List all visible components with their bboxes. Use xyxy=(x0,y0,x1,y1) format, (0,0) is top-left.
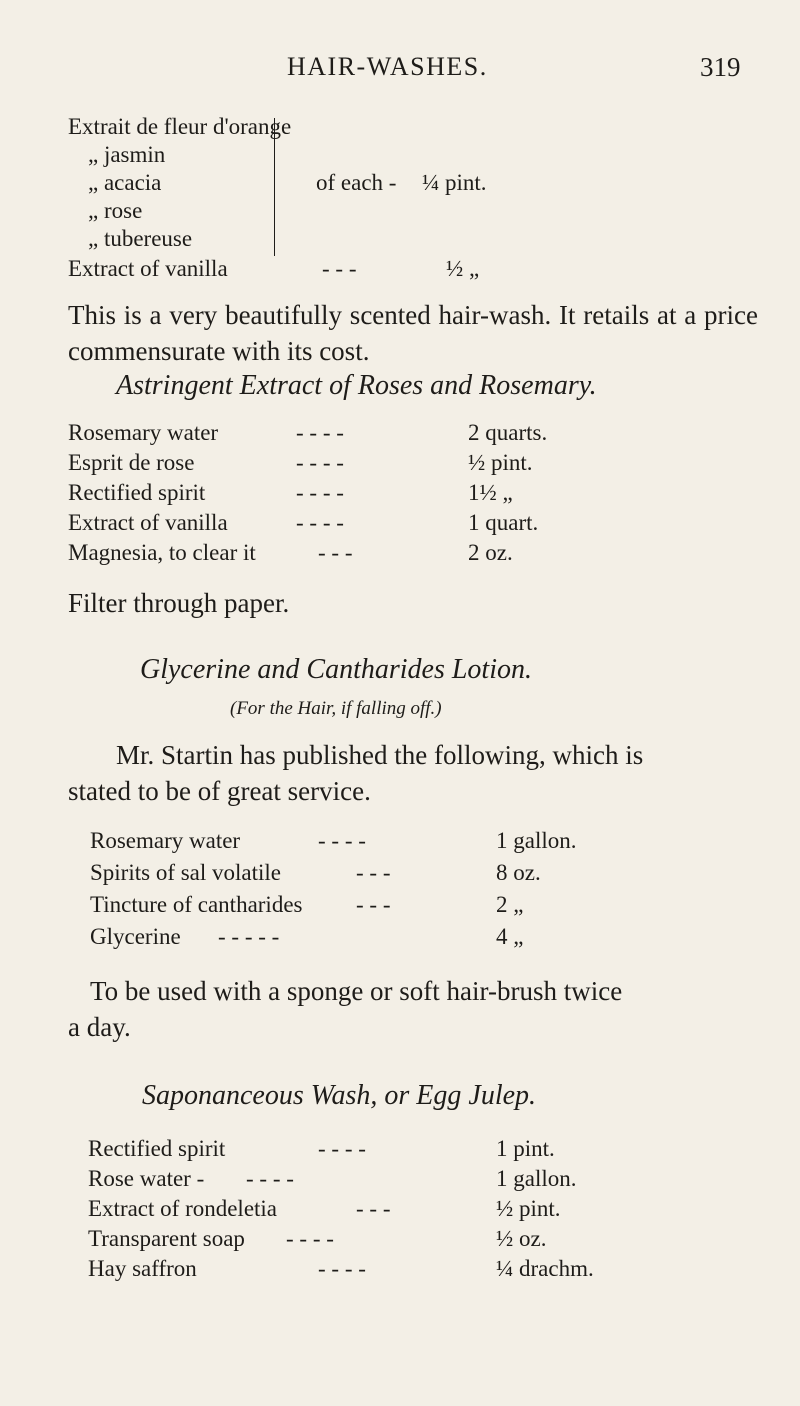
leader-dots: - - - xyxy=(318,540,353,565)
ingredient-name: Extract of vanilla xyxy=(68,256,228,281)
ingredient-name: Rectified spirit xyxy=(68,480,206,505)
ingredient-quantity: 2 „ xyxy=(496,892,524,917)
ingredient-name: Extract of vanilla xyxy=(68,510,228,535)
ingredient-name: „ rose xyxy=(88,198,143,223)
ingredient-quantity: ¼ drachm. xyxy=(496,1256,594,1281)
ingredient-quantity: 2 quarts. xyxy=(468,420,548,445)
ingredient-quantity: ½ pint. xyxy=(468,450,533,475)
recipe-note: This is a very beautifully scented hair-wash. It retails at a price commensurate with its cost. xyxy=(68,300,758,366)
leader-dots: - - - - xyxy=(296,450,344,475)
leader-dots: - - - - xyxy=(296,420,344,445)
ingredient-name: Rose water - xyxy=(88,1166,205,1191)
recipe-title: Astringent Extract of Roses and Rosemary. xyxy=(116,370,597,401)
ingredient-quantity: 1 gallon. xyxy=(496,828,577,853)
ingredient-name: Tincture of cantharides xyxy=(90,892,303,917)
ingredient-name: Magnesia, to clear it xyxy=(68,540,256,565)
group-note: of each - xyxy=(316,170,397,195)
ingredient-quantity: ½ pint. xyxy=(496,1196,561,1221)
ingredient-name: Rectified spirit xyxy=(88,1136,226,1161)
leader-dots: - - - xyxy=(322,256,357,281)
recipe-title: Saponanceous Wash, or Egg Julep. xyxy=(142,1080,537,1111)
ingredient-name: Rosemary water xyxy=(90,828,241,853)
ingredient-name: Glycerine xyxy=(90,924,181,949)
ingredient-name: Spirits of sal volatile xyxy=(90,860,282,885)
ingredient-quantity: 2 oz. xyxy=(468,540,513,565)
leader-dots: - - - xyxy=(356,860,391,885)
page-number: 319 xyxy=(700,52,741,82)
leader-dots: - - - - xyxy=(318,1256,366,1281)
ingredient-quantity: 8 oz. xyxy=(496,860,541,885)
ingredient-quantity: ½ oz. xyxy=(496,1226,547,1251)
ingredient-name: Transparent soap xyxy=(88,1226,245,1251)
ingredient-quantity: 1 quart. xyxy=(468,510,539,535)
leader-dots: - - - xyxy=(356,1196,391,1221)
running-head xyxy=(0,52,800,92)
ingredient-quantity: 4 „ xyxy=(496,924,524,949)
ingredient-name: Extrait de fleur d'orange xyxy=(68,114,292,139)
leader-dots: - - - - xyxy=(318,828,366,853)
ingredient-name: Hay saffron xyxy=(88,1256,197,1281)
leader-dots: - - - - - xyxy=(218,924,280,949)
recipe-note-line: a day. xyxy=(68,1012,131,1042)
ingredient-quantity: 1 pint. xyxy=(496,1136,555,1161)
recipe-note: Filter through paper. xyxy=(68,588,290,618)
ingredient-name: „ jasmin xyxy=(88,142,166,167)
grouping-brace xyxy=(272,118,275,256)
leader-dots: - - - - xyxy=(286,1226,334,1251)
recipe-intro-line: stated to be of great service. xyxy=(68,776,371,806)
leader-dots: - - - xyxy=(356,892,391,917)
ingredient-quantity: ½ „ xyxy=(446,256,480,281)
leader-dots: - - - - xyxy=(296,510,344,535)
ingredient-name: „ tubereuse xyxy=(88,226,193,251)
ingredient-name: Rosemary water xyxy=(68,420,219,445)
recipe-title: Glycerine and Cantharides Lotion. xyxy=(140,654,532,685)
ingredient-quantity: 1 gallon. xyxy=(496,1166,577,1191)
leader-dots: - - - - xyxy=(296,480,344,505)
ingredient-name: „ acacia xyxy=(88,170,162,195)
group-quantity: ¼ pint. xyxy=(422,170,487,195)
ingredient-name: Extract of rondeletia xyxy=(88,1196,278,1221)
leader-dots: - - - - xyxy=(246,1166,294,1191)
recipe-intro-line: Mr. Startin has published the following, which is xyxy=(116,740,644,770)
running-head-title: HAIR-WASHES. xyxy=(287,52,488,81)
leader-dots: - - - - xyxy=(318,1136,366,1161)
recipe-note-line: To be used with a sponge or soft hair-brush twice xyxy=(90,976,623,1006)
recipe-subtitle: (For the Hair, if falling off.) xyxy=(230,698,442,719)
ingredient-quantity: 1½ „ xyxy=(468,480,513,505)
ingredient-name: Esprit de rose xyxy=(68,450,195,475)
